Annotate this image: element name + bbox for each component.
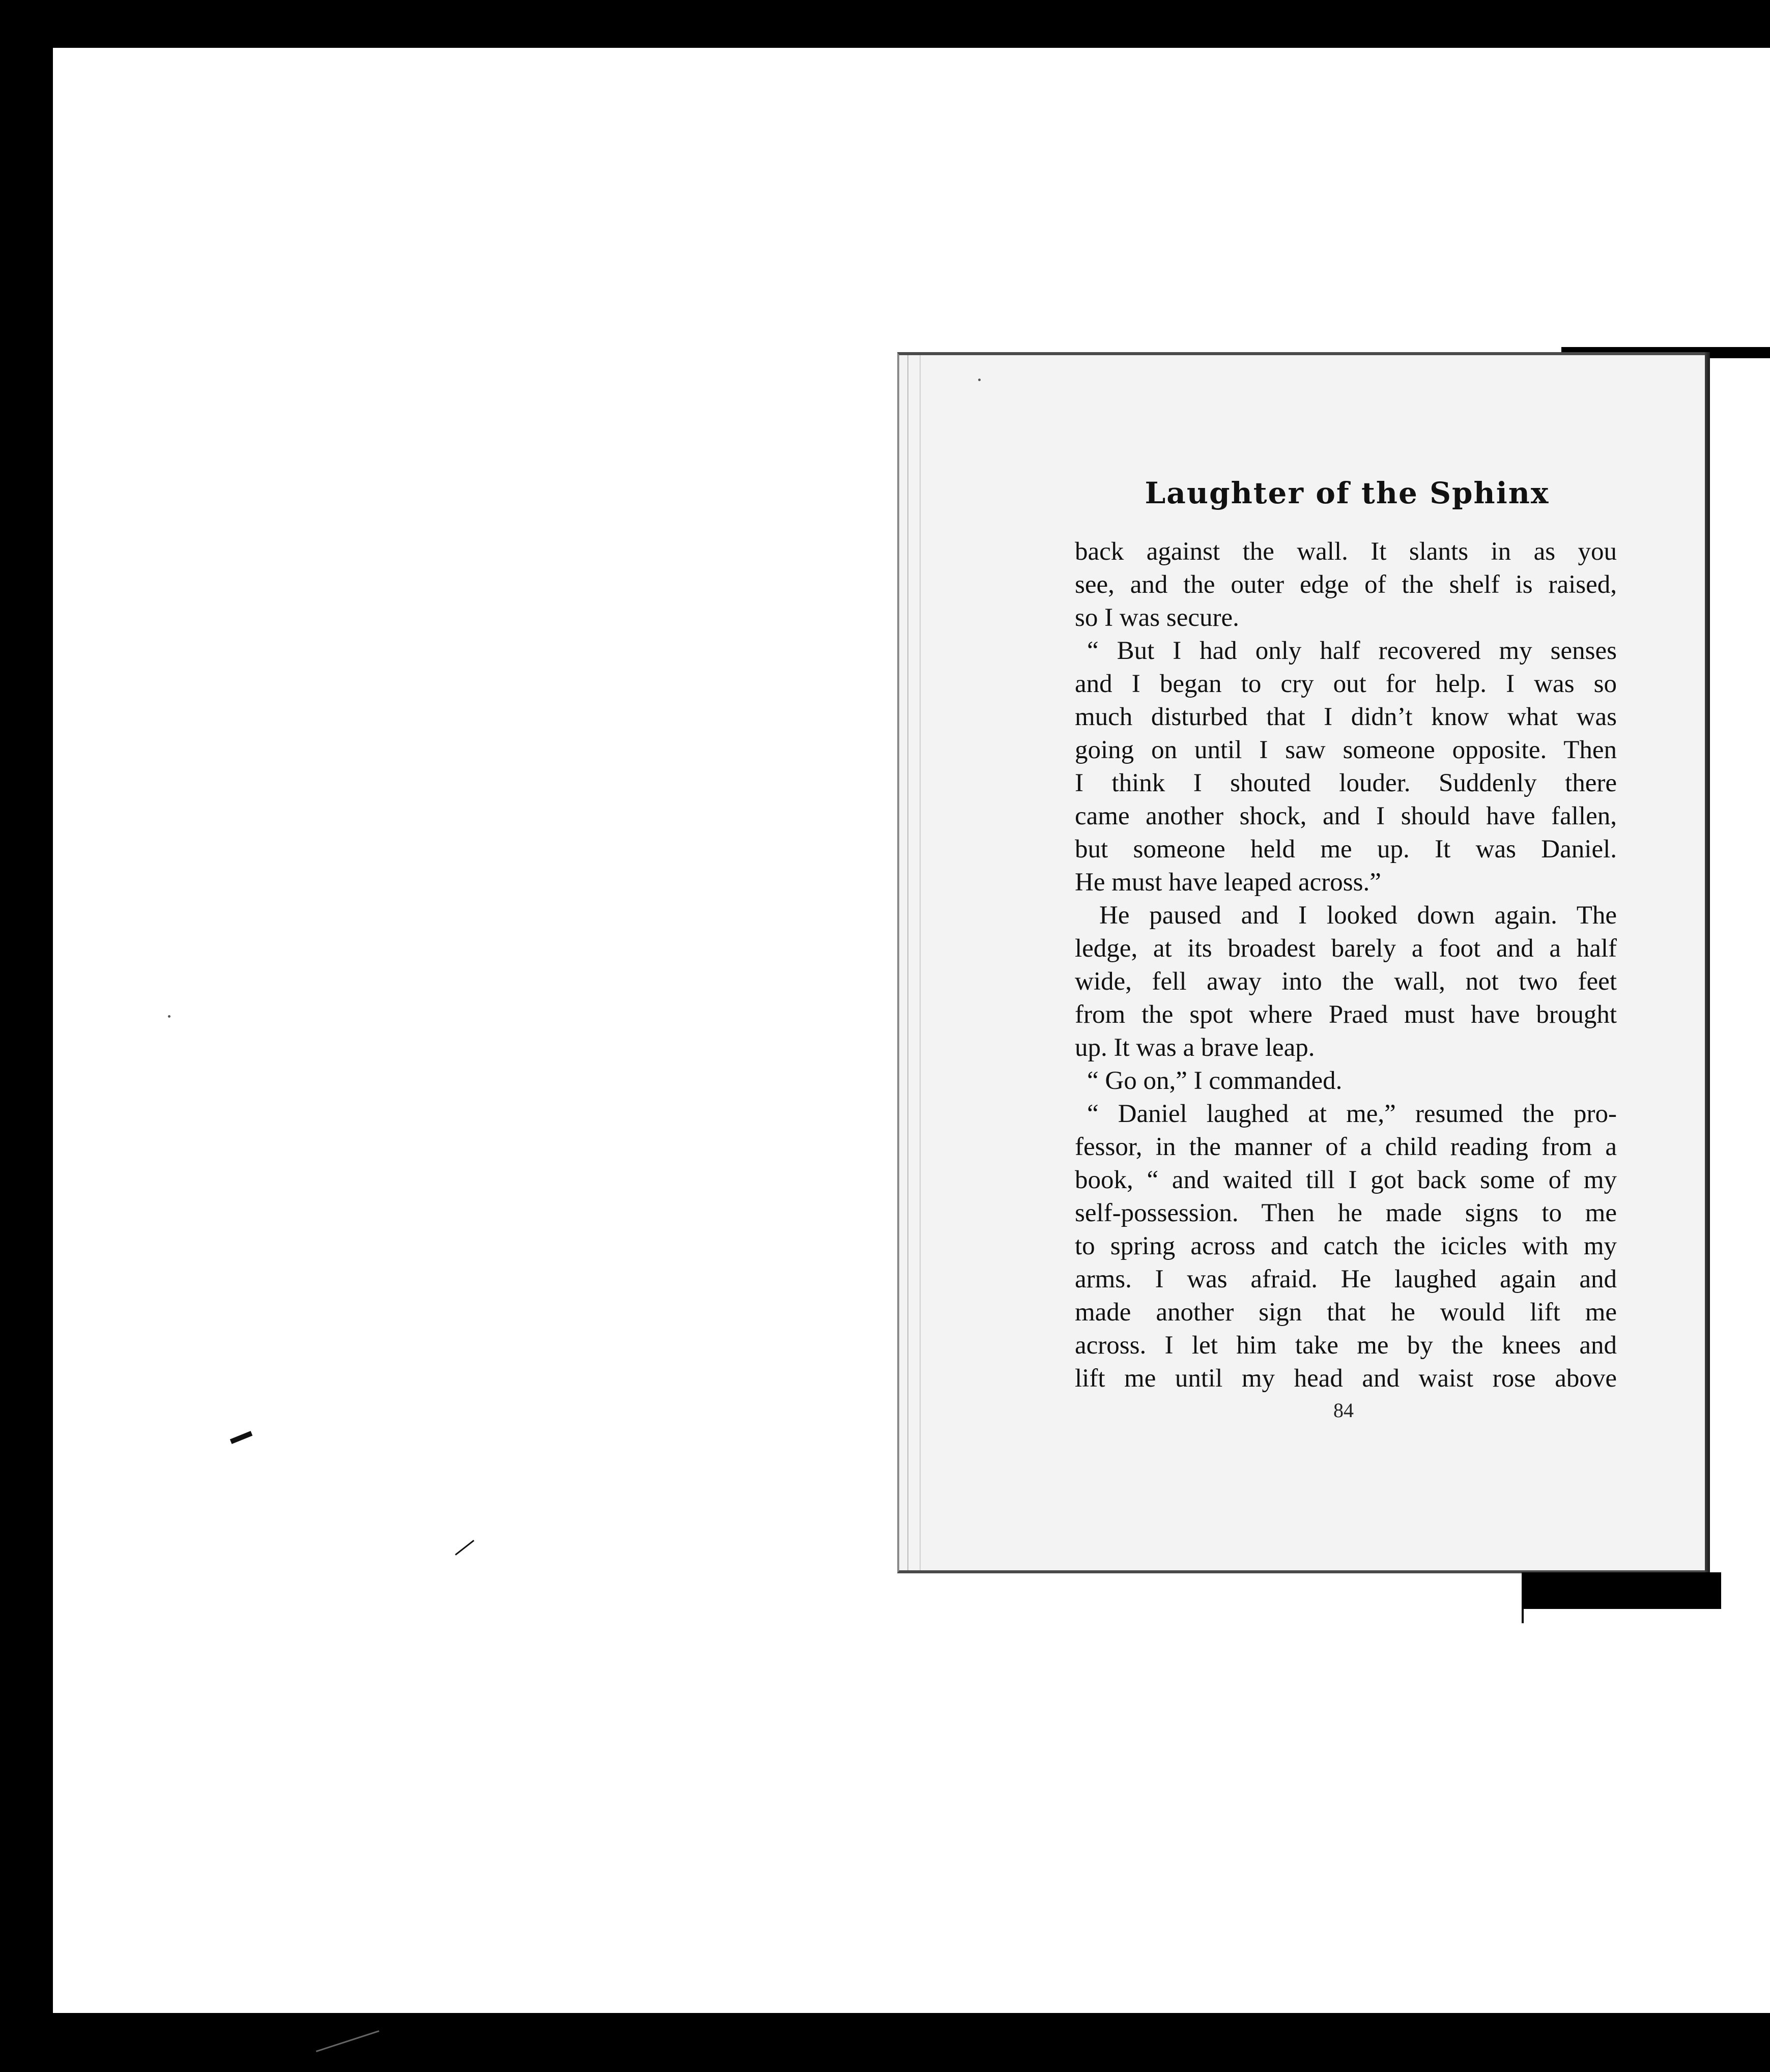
scan-speck	[168, 1015, 170, 1018]
text-line: across. I let him take me by the knees and	[1075, 1331, 1617, 1360]
body-text	[1075, 535, 1617, 1395]
scan-speck	[978, 379, 981, 381]
bottom-edge-shadow	[1522, 1572, 1721, 1609]
text-line: up. It was a brave leap.	[1075, 1033, 1315, 1062]
text-line: wide, fell away into the wall, not two feet	[1075, 967, 1617, 996]
scan-bottom-border	[0, 2013, 1770, 2072]
text-line: so I was secure.	[1075, 603, 1239, 632]
text-line: but someone held me up. It was Daniel.	[1075, 835, 1617, 864]
text-line: back against the wall. It slants in as you	[1075, 537, 1617, 566]
text-line: much disturbed that I didn’t know what was	[1075, 703, 1617, 731]
text-line: made another sign that he would lift me	[1075, 1298, 1617, 1327]
text-line: from the spot where Praed must have brought	[1075, 1000, 1617, 1029]
bottom-edge-stub	[1522, 1603, 1524, 1623]
text-line: came another shock, and I should have fallen,	[1075, 802, 1617, 830]
text-line: going on until I saw someone opposite. Then	[1075, 736, 1617, 764]
text-line: “ Daniel laughed at me,” resumed the pro-	[1087, 1100, 1617, 1128]
text-line: He must have leaped across.”	[1075, 868, 1381, 897]
page-left-edge	[907, 355, 921, 1570]
text-line: He paused and I looked down again. The	[1099, 901, 1617, 930]
page-number: 84	[1333, 1399, 1354, 1422]
text-line: see, and the outer edge of the shelf is raised,	[1075, 570, 1617, 599]
text-line: ledge, at its broadest barely a foot and a half	[1075, 934, 1617, 963]
text-line: lift me until my head and waist rose above	[1075, 1364, 1617, 1393]
text-line: and I began to cry out for help. I was so	[1075, 670, 1617, 698]
text-line: “ Go on,” I commanded.	[1087, 1067, 1343, 1095]
facing-page-edge	[1710, 355, 1770, 1573]
text-line: “ But I had only half recovered my senses	[1087, 637, 1617, 665]
text-line: I think I shouted louder. Suddenly there	[1075, 769, 1617, 797]
scan-left-border	[0, 0, 53, 2072]
text-line: self-possession. Then he made signs to me	[1075, 1199, 1617, 1227]
text-line: to spring across and catch the icicles with my	[1075, 1232, 1617, 1260]
text-line: fessor, in the manner of a child reading from a	[1075, 1133, 1617, 1161]
text-line: book, “ and waited till I got back some of my	[1075, 1166, 1617, 1194]
running-head: Laughter of the Sphinx	[1145, 476, 1550, 510]
text-line: arms. I was afraid. He laughed again and	[1075, 1265, 1617, 1293]
